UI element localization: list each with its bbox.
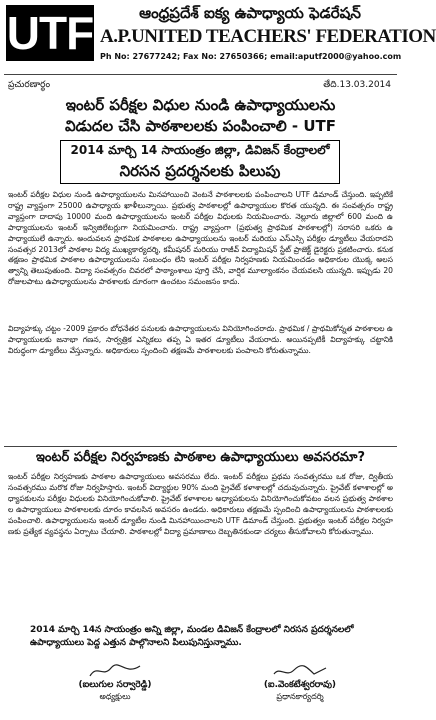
headline-line-3: 2014 మార్చి 14 సాయంత్రం జిల్లా, డివిజన్ కేంద్రాలలో	[70, 143, 330, 157]
section-divider	[4, 446, 397, 447]
closing-call: 2014 మార్చి 14న సాయంత్రం అన్ని జిల్లా, మండల డివిజన్ కేంద్రాలలో నిరసన ప్రదర్శనలలో ఉపాధ్యాయులు పెద్ద ఎత్తున పాల్గొనాలని పిలుపునిస్తున్నాము.	[30, 625, 354, 648]
paragraph-1: ఇంటర్ పరీక్షల విధుల నుండి ఉపాధ్యాయులను మినహాయించి వెంటనే పాఠశాలలకు పంపించాలని UTF డిమాండ్ చేస్తుంది. ఇప్పటికే రాష్ట్ర వ్యాప్తంగా 25000 ఉపాధ్యాయ ఖాళీలున్నాయి. ప్రభుత్వ పాఠశాలల్లో ఉపాధ్యాయుల కొరత యున్నది. ఈ సంవత్సరం రాష్ట్ర వ్యాప్తంగా దాదాపు 10000 మంది ఉపాధ్యాయులను ఇంటర్ పరీక్షల విధులకు నియమించారు. నెల్లూరు జిల్లాలో 600 మంది ఉపాధ్యాయులను ఇంటర్ ఇన్విజిలేటర్లుగా నియమించారు. రాష్ట్ర వ్యాప్తంగా (ప్రభుత్వ ప్రాథమిక పాఠశాలల్లో) సరాసరి ఒకరు ఉపాధ్యాయులే ఉన్నారు. అందువలన ప్రాథమిక పాఠశాలల ఉపాధ్యాయులను ఇంటర్ మరియు ఎస్ఎస్సి పరీక్షల డ్యూటీలు వేయరాదని సంవత్సర 2013లో పాఠశాల విద్య ముఖ్యకార్యదర్శి, కమీషనర్ మరియు రాజీవ్ విద్యామిషన్ స్టేట్ ప్రాజెక్ట్ డైరెక్టరు ప్రకటించారు. కనుక తక్షణం ప్రాథమిక పాఠశాల ఉపాధ్యాయులను సంబంధం లేని ఇంటర్ పరీక్షల నిర్వహణకు నియమించడం అధికారుల యొక్క అలసత్వాన్ని తెలుపుతుంది. విద్యా సంవత్సరం చివరలో పాఠ్యాంశాలు పూర్తి చేసే, వార్షిక మూల్యాంకనం చేయవలసి యున్నది. ఇప్పుడు 20 రోజులపాటు ఉపాధ్యాయులను పాఠశాలకు దూరంగా ఉంచటం సమంజసం కాదు.	[8, 190, 393, 287]
signature-general-secretary	[240, 662, 360, 703]
org-name-telugu: ఆంధ్రప్రదేశ్ ఐక్య ఉపాధ్యాయ ఫెడరేషన్	[139, 4, 361, 22]
signature-scrawl-left	[60, 662, 170, 680]
president-title: అధ్యక్షులు	[99, 692, 131, 701]
headline-box	[60, 140, 340, 184]
utf-logo: UTF	[6, 7, 94, 59]
general-secretary-title: ప్రధానకార్యదర్శి	[276, 692, 324, 701]
section-heading: ఇంటర్ పరీక్షల నిర్వహణకు పాఠశాల ఉపాధ్యాయులు అవసరమా?	[35, 450, 366, 465]
headline-line-2: విడుదల చేసి పాఠశాలలకు పంపించాలి - UTF	[64, 117, 337, 135]
paragraph-2: విద్యాహక్కు చట్టం -2009 ప్రకారం బోధనేతర పనులకు ఉపాధ్యాయులను వినియోగించరాదు. ప్రాథమిక / ప్రాథమికోన్నత పాఠశాలల ఉపాధ్యాయులకు జనాభా గణన, సార్వత్రిక ఎన్నికలు తప్ప ఏ ఇతర డ్యూటీలు వేయరాదు. అయినప్పటికీ విద్యాహక్కు చట్టానికి విరుద్ధంగా డ్యూటీలు వేస్తున్నారు. అధికారులు స్పందించి తక్షణమే పాఠశాలలకు పంపాలని కోరుతున్నాము.	[8, 324, 394, 355]
release-date: తేది.13.03.2014	[323, 80, 391, 90]
letterhead	[0, 0, 436, 76]
signature-scrawl-right	[240, 662, 360, 680]
headline-line-1: ఇంటర్ పరీక్షల విధుల నుండి ఉపాధ్యాయులను	[65, 96, 336, 114]
president-name: (ఐలుగుల సర్వారెడ్డి)	[78, 680, 152, 690]
general-secretary-name: (ఐ.వెంకటేశ్వరరావు)	[263, 680, 337, 690]
signature-president	[60, 662, 170, 703]
press-label: ప్రచురణార్థం	[8, 80, 51, 90]
contact-line: Ph No: 27677242; Fax No: 27650366; email:aputf2000@yahoo.com	[100, 52, 402, 61]
header-divider	[4, 74, 397, 75]
paragraph-3: ఇంటర్ పరీక్షల నిర్వహణకు పాఠశాల ఉపాధ్యాయులు అవసరము లేదు. ఇంటర్ పరీక్షలు ప్రథమ సంవత్సరము ఒక రోజు, ద్వితీయ సంవత్సరము మరొక రోజు నిర్వహిస్తారు. ఇంటర్ విద్యార్థుల 90% మంది ప్రైవేట్ కళాశాలల్లో చదువుచున్నారు. ప్రైవేట్ కళాశాలల్లో అధ్యాపకులను పరీక్షల విధులకు వినియోగించుకోవాలి. ప్రైవేట్ కళాశాలల అధ్యాపకులను వినియోగించుకోవటం వలన ప్రభుత్వ పాఠశాలల ఉపాధ్యాయులు పాఠశాలలకు దూరం కావలసిన అవసరం ఉండదు. అధికారులు తక్షణమే స్పందించి ఉపాధ్యాయులను పాఠశాలలకు పంపించాలి. ఉపాధ్యాయులను ఇంటర్ డ్యూటీల నుండి మినహాయించాలని UTF డిమాండ్ చేస్తుంది. ప్రభుత్వం ఇంటర్ పరీక్షల నిర్వహణకు ప్రత్యేక వ్యవస్థను ఏర్పాటు చేయాలి. పాఠశాలల్లో విద్యా ప్రమాణాలు దెబ్బతినకుండా చర్యలు తీసుకోవాలని కోరుతున్నాము.	[8, 472, 393, 536]
org-name-english: A.P.UNITED TEACHERS' FEDERATION	[100, 26, 436, 47]
headline-line-4: నిరసన ప్రదర్శనలకు పిలుపు	[119, 162, 281, 180]
